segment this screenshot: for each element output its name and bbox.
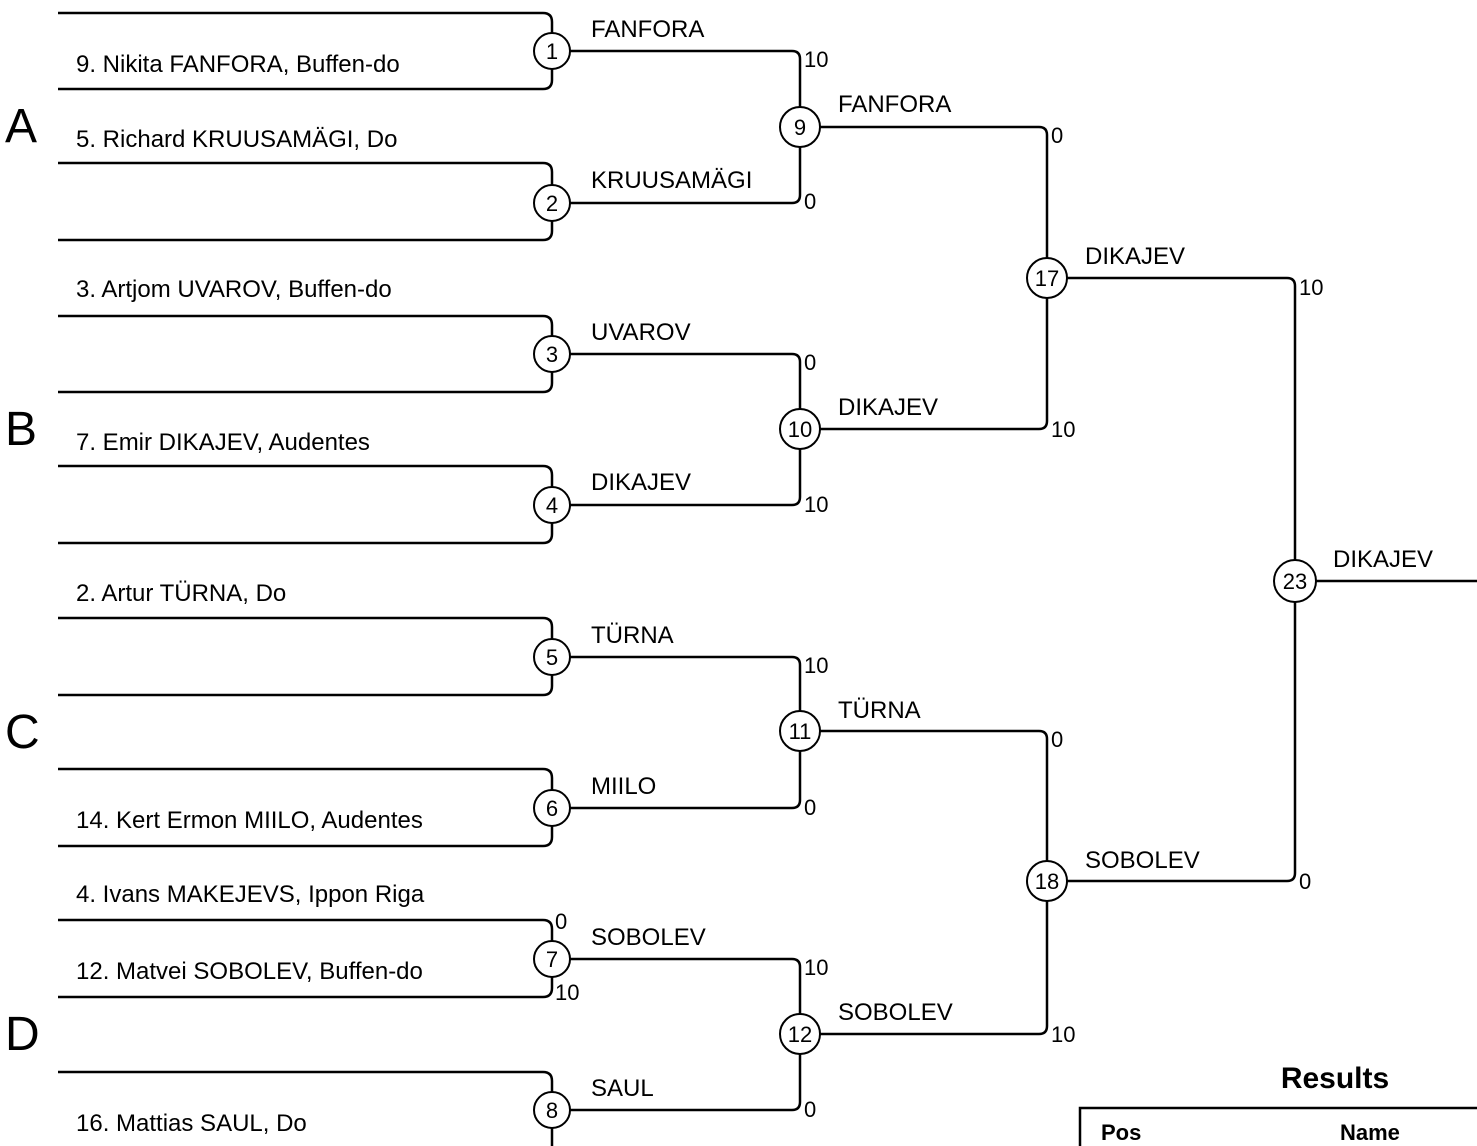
score-label: 10 <box>1051 1022 1076 1047</box>
match-number: 23 <box>1282 569 1308 594</box>
score-label: 0 <box>1051 123 1064 148</box>
score-label: 10 <box>1299 275 1324 300</box>
competitor-name: 3. Artjom UVAROV, Buffen-do <box>76 276 392 303</box>
match-number: 10 <box>787 417 813 442</box>
pool-labels <box>5 100 40 1061</box>
match-number: 12 <box>787 1022 813 1047</box>
match-numbers <box>546 39 1307 1123</box>
winner-name: SOBOLEV <box>1085 847 1200 874</box>
match-number: 9 <box>793 115 807 140</box>
score-label: 0 <box>804 795 817 820</box>
competitor-name: 12. Matvei SOBOLEV, Buffen-do <box>76 958 423 985</box>
bracket-match-5 <box>58 618 552 695</box>
match-number: 17 <box>1034 266 1060 291</box>
bracket-match-3 <box>58 316 552 392</box>
pool-label-b: B <box>5 403 38 456</box>
match-number: 3 <box>545 342 559 367</box>
winner-name: TÜRNA <box>591 622 674 649</box>
match-number: 11 <box>788 719 812 744</box>
winner-name: SOBOLEV <box>838 999 953 1026</box>
bracket-match-4 <box>58 466 552 543</box>
match-number: 7 <box>545 947 559 972</box>
winner-name: TÜRNA <box>838 697 921 724</box>
final-bracket <box>1067 278 1477 881</box>
results-header-pos: Pos <box>1101 1120 1142 1145</box>
winner-name: DIKAJEV <box>1333 546 1434 573</box>
results-panel <box>1080 1062 1477 1146</box>
competitor-name: 7. Emir DIKAJEV, Audentes <box>76 429 370 456</box>
score-label: 0 <box>804 1097 817 1122</box>
winner-name: FANFORA <box>591 16 705 43</box>
competitor-name: 2. Artur TÜRNA, Do <box>76 580 287 607</box>
score-label: 10 <box>555 980 580 1005</box>
winner-name: FANFORA <box>838 91 952 118</box>
bracket-match-18 <box>820 731 1047 1034</box>
match-number: 18 <box>1034 869 1060 894</box>
score-label: 10 <box>804 955 829 980</box>
competitor-name: 14. Kert Ermon MIILO, Audentes <box>76 807 423 834</box>
competitor-entries <box>76 51 425 1137</box>
competitor-name: 9. Nikita FANFORA, Buffen-do <box>76 51 400 78</box>
score-label: 0 <box>555 909 568 934</box>
winner-name: DIKAJEV <box>591 469 692 496</box>
competitor-name: 5. Richard KRUUSAMÄGI, Do <box>76 126 398 153</box>
match-number: 6 <box>545 796 559 821</box>
winner-name: DIKAJEV <box>838 394 939 421</box>
winner-labels <box>591 16 1433 1102</box>
score-label: 0 <box>1299 869 1312 894</box>
round3-brackets <box>820 127 1047 1034</box>
winner-name: DIKAJEV <box>1085 243 1186 270</box>
score-label: 10 <box>1051 417 1076 442</box>
pool-label-a: A <box>5 100 38 153</box>
bracket-match-17 <box>820 127 1047 429</box>
competitor-name: 16. Mattias SAUL, Do <box>76 1110 307 1137</box>
match-number: 8 <box>545 1098 559 1123</box>
round2-brackets <box>570 51 800 1110</box>
score-label: 0 <box>1051 727 1064 752</box>
match-number: 2 <box>545 191 559 216</box>
score-label: 10 <box>804 492 829 517</box>
score-label: 0 <box>804 350 817 375</box>
competitor-name: 4. Ivans MAKEJEVS, Ippon Riga <box>76 881 425 908</box>
match-circles <box>534 33 1316 1128</box>
bracket-match-23 <box>1067 278 1295 881</box>
scores <box>555 47 1323 1122</box>
winner-name: UVAROV <box>591 319 691 346</box>
match-number: 5 <box>545 645 559 670</box>
pool-label-c: C <box>5 706 40 759</box>
results-title: Results <box>1280 1062 1390 1095</box>
score-label: 10 <box>804 653 829 678</box>
score-label: 10 <box>804 47 829 72</box>
winner-name: SOBOLEV <box>591 924 706 951</box>
bracket-match-2 <box>58 163 552 240</box>
pool-label-d: D <box>5 1008 40 1061</box>
score-label: 0 <box>804 189 817 214</box>
match-number: 1 <box>545 39 559 64</box>
winner-name: KRUUSAMÄGI <box>591 167 753 194</box>
results-header-name: Name <box>1340 1120 1400 1145</box>
winner-name: SAUL <box>591 1075 654 1102</box>
match-number: 4 <box>545 493 559 518</box>
winner-name: MIILO <box>591 773 657 800</box>
